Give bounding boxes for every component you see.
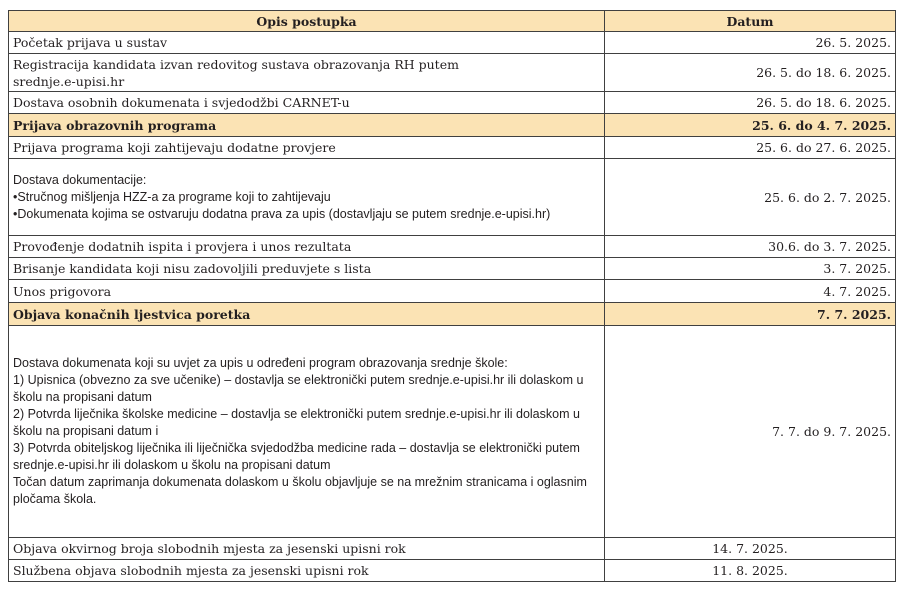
table-header-row [9, 11, 896, 32]
row-date: 26. 5. do 18. 6. 2025. [605, 54, 896, 92]
row-description: Brisanje kandidata koji nisu zadovoljili preduvjete s lista [9, 258, 605, 280]
row-description-line: 1) Upisnica (obvezno za sve učenike) – dostavlja se elektronički putem srednje.e-upisi.hr ili dolaskom u [13, 373, 584, 387]
row-description [9, 326, 605, 538]
table-row [9, 54, 896, 92]
row-description-line: Registracija kandidata izvan redovitog sustava obrazovanja RH putem [13, 56, 459, 72]
row-description-line: Dostava dokumenata koji su uvjet za upis u određeni program obrazovanja srednje škole: [13, 356, 508, 370]
table-row-highlighted [9, 303, 896, 326]
row-description: Provođenje dodatnih ispita i provjera i unos rezultata [9, 236, 605, 258]
row-date: 25. 6. do 27. 6. 2025. [605, 137, 896, 159]
table-row [9, 236, 896, 258]
table-row [9, 32, 896, 54]
row-description: Prijava programa koji zahtijevaju dodatne provjere [9, 137, 605, 159]
row-date: 3. 7. 2025. [605, 258, 896, 280]
row-description: Početak prijava u sustav [9, 32, 605, 54]
row-description-line: školu na propisani datum i [13, 424, 159, 438]
row-description: Objava konačnih ljestvica poretka [9, 303, 605, 326]
row-description: Prijava obrazovnih programa [9, 114, 605, 137]
row-date: 26. 5. do 18. 6. 2025. [605, 92, 896, 114]
schedule-table [8, 10, 896, 582]
row-description-bullet: • Dokumenata kojima se ostvaruju dodatna prava za upis (dostavljaju se putem srednje.e-upisi.hr) [13, 206, 600, 223]
row-date: 25. 6. do 2. 7. 2025. [605, 159, 896, 236]
row-description-bullet: • Stručnog mišljenja HZZ-a za programe koji to zahtijevaju [13, 189, 600, 206]
row-date: 7. 7. do 9. 7. 2025. [605, 326, 896, 538]
table-row [9, 326, 896, 538]
row-description-line: pločama škola. [13, 492, 97, 506]
row-description-intro: Dostava dokumentacije: [13, 172, 147, 187]
row-description-line: 2) Potvrda liječnika školske medicine – dostavlja se elektronički putem srednje.e-upisi.hr ili dolaskom u [13, 407, 580, 421]
row-description-line: srednje.e-upisi.hr ili dolaskom u školu na propisani datum [13, 458, 331, 472]
row-description-line: Točan datum zaprimanja dokumenata dolaskom u školu objavljuje se na mrežnim stranicama i oglasnim [13, 475, 587, 489]
row-date: 30.6. do 3. 7. 2025. [605, 236, 896, 258]
row-description-line: 3) Potvrda obiteljskog liječnika ili liječnička svjedodžba medicine rada – dostavlja se elektronički putem [13, 441, 580, 455]
table-row [9, 560, 896, 582]
row-date: 14. 7. 2025. [605, 538, 896, 560]
row-description: Objava okvirnog broja slobodnih mjesta za jesenski upisni rok [9, 538, 605, 560]
row-description: Unos prigovora [9, 280, 605, 303]
row-description: Dostava osobnih dokumenata i svjedodžbi CARNET-u [9, 92, 605, 114]
table-row [9, 538, 896, 560]
table-row [9, 280, 896, 303]
table-row [9, 92, 896, 114]
column-header-description: Opis postupka [9, 11, 605, 32]
row-description [9, 159, 605, 236]
row-description [9, 54, 605, 92]
row-description: Službena objava slobodnih mjesta za jesenski upisni rok [9, 560, 605, 582]
row-date: 11. 8. 2025. [605, 560, 896, 582]
table-row [9, 258, 896, 280]
table-row [9, 159, 896, 236]
table-row-highlighted [9, 114, 896, 137]
row-description-line: školu na propisani datum [13, 390, 152, 404]
row-date: 25. 6. do 4. 7. 2025. [605, 114, 896, 137]
row-date: 26. 5. 2025. [605, 32, 896, 54]
table-row [9, 137, 896, 159]
column-header-date: Datum [605, 11, 896, 32]
row-description-line: srednje.e-upisi.hr [13, 73, 125, 89]
row-date: 4. 7. 2025. [605, 280, 896, 303]
row-date: 7. 7. 2025. [605, 303, 896, 326]
